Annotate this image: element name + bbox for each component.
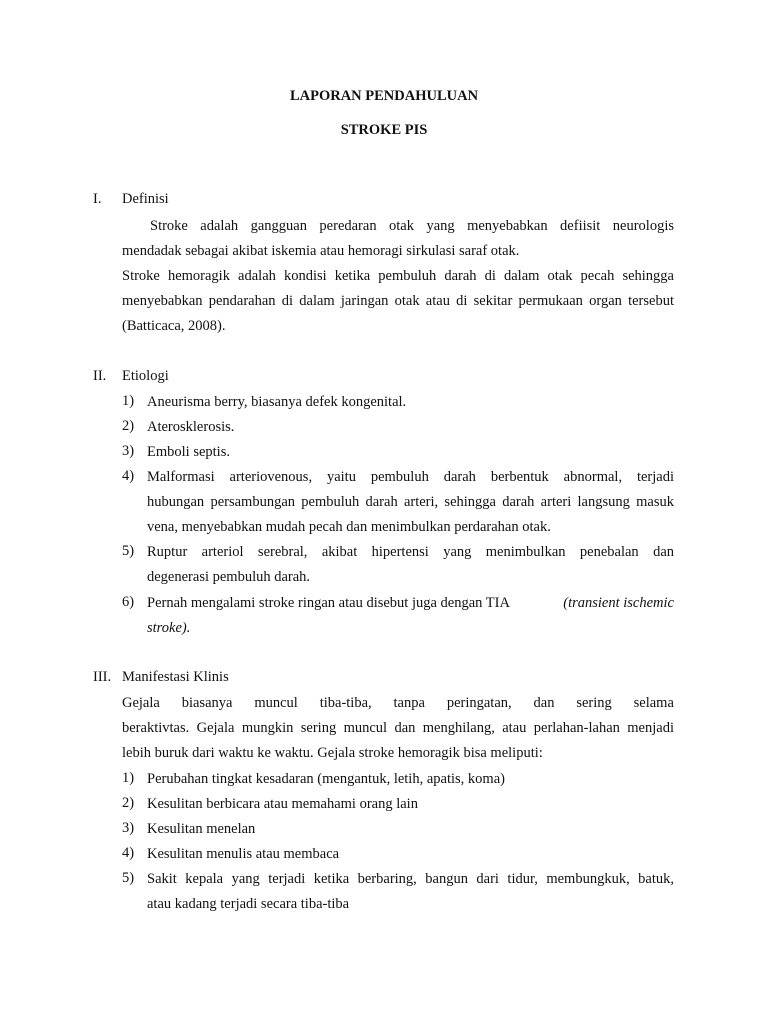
- list-number: 2): [122, 418, 135, 434]
- section-title: Etiologi: [122, 368, 169, 384]
- list-text: Sakit kepala yang terjadi ketika berbaring, bangun dari tidur, membungkuk, batuk,: [147, 871, 674, 887]
- word: tiba-tiba,: [319, 695, 372, 711]
- list-text: Ruptur arteriol serebral, akibat hipertensi yang menimbulkan penebalan dan: [147, 544, 674, 560]
- document-title: LAPORAN PENDAHULUAN: [289, 88, 479, 104]
- list-text: Malformasi arteriovenous, yaitu pembuluh darah berbentuk abnormal, terjadi: [147, 469, 674, 485]
- paragraph-line: Stroke adalah gangguan peredaran otak yang menyebabkan defiisit neurologis: [150, 218, 674, 234]
- section-number: I.: [93, 191, 102, 207]
- list-number: 6): [122, 594, 135, 610]
- list-number: 5): [122, 870, 135, 886]
- list-text: Perubahan tingkat kesadaran (mengantuk, letih, apatis, koma): [147, 771, 505, 787]
- paragraph-line: mendadak sebagai akibat iskemia atau hemoragi sirkulasi saraf otak.: [122, 243, 520, 259]
- list-number: 3): [122, 443, 135, 459]
- list-number: 1): [122, 393, 135, 409]
- section-title: Manifestasi Klinis: [122, 669, 229, 685]
- list-number: 2): [122, 795, 135, 811]
- paragraph-line: [122, 694, 674, 712]
- word: peringatan,: [446, 695, 512, 711]
- section-title: Definisi: [122, 191, 169, 207]
- list-number: 1): [122, 770, 135, 786]
- list-text: atau kadang terjadi secara tiba-tiba: [147, 896, 350, 912]
- list-text: Kesulitan menulis atau membaca: [147, 846, 340, 862]
- list-text-italic: stroke).: [147, 620, 191, 636]
- list-number: 4): [122, 845, 135, 861]
- list-text: hubungan persambungan pembuluh darah arteri, sehingga darah arteri langsung masuk: [147, 494, 674, 510]
- word: Gejala: [122, 695, 160, 711]
- list-text: vena, menyebabkan mudah pecah dan menimbulkan perdarahan otak.: [147, 519, 551, 535]
- paragraph-line: Stroke hemoragik adalah kondisi ketika pembuluh darah di dalam otak pecah sehingga: [122, 268, 674, 284]
- list-number: 3): [122, 820, 135, 836]
- section-number: III.: [93, 669, 112, 685]
- word: biasanya: [181, 695, 233, 711]
- document-subtitle: STROKE PIS: [340, 122, 428, 138]
- paragraph-line: lebih buruk dari waktu ke waktu. Gejala stroke hemoragik bisa meliputi:: [122, 745, 543, 761]
- word: dan: [533, 695, 555, 711]
- paragraph-line: menyebabkan pendarahan di dalam jaringan otak atau di sekitar permukaan organ tersebut: [122, 293, 674, 309]
- list-text-italic: (transient ischemic: [563, 595, 674, 611]
- section-number: II.: [93, 368, 107, 384]
- list-text: Kesulitan menelan: [147, 821, 256, 837]
- list-text: Pernah mengalami stroke ringan atau disebut juga dengan TIA: [147, 595, 510, 611]
- word: tanpa: [393, 695, 425, 711]
- word: sering: [576, 695, 612, 711]
- paragraph-line: beraktivtas. Gejala mungkin sering muncul dan menghilang, atau perlahan-lahan menjadi: [122, 720, 674, 736]
- list-text: Emboli septis.: [147, 444, 230, 460]
- list-number: 5): [122, 543, 135, 559]
- list-text: Aterosklerosis.: [147, 419, 235, 435]
- list-text: degenerasi pembuluh darah.: [147, 569, 311, 585]
- list-text: Kesulitan berbicara atau memahami orang lain: [147, 796, 418, 812]
- list-text-row: [147, 594, 674, 612]
- word: selama: [633, 695, 674, 711]
- word: muncul: [254, 695, 298, 711]
- list-text: Aneurisma berry, biasanya defek kongenital.: [147, 394, 407, 410]
- paragraph-line: (Batticaca, 2008).: [122, 318, 226, 334]
- list-number: 4): [122, 468, 135, 484]
